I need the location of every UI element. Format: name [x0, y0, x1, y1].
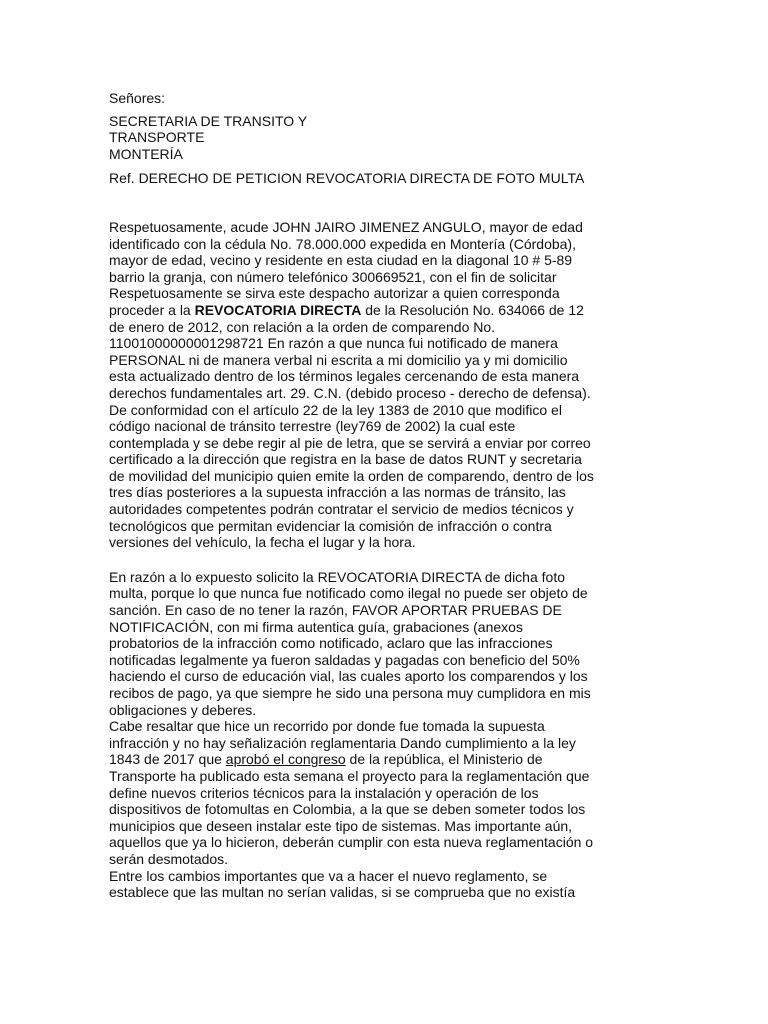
text-line: recibos de pago, ya que siempre he sido una persona muy cumplidora en mis — [109, 685, 591, 701]
text-line: infracción y no hay señalización reglamentaria Dando cumplimiento a la ley — [109, 734, 576, 751]
text-line: 11001000000001298721 En razón a que nunca fui notificado de manera — [109, 335, 558, 352]
text-line: notificadas legalmente ya fueron saldadas y pagadas con beneficio del 50% — [109, 651, 580, 668]
text-line: de movilidad del municipio quien emite la orden de comparendo, dentro de los — [109, 467, 594, 484]
text-line: Cabe resaltar que hice un recorrido por donde fue tomada la supuesta — [109, 718, 545, 735]
text-line: NOTIFICACIÓN, con mi firma autentica guía, grabaciones (anexos — [109, 618, 523, 635]
text-line: mayor de edad, vecino y residente en esta ciudad en la diagonal 10 # 5-89 — [109, 252, 573, 269]
text-line: código nacional de tránsito terrestre (ley769 de 2002) la cual este — [109, 418, 516, 435]
text-line: certificado a la dirección que registra en la base de datos RUNT y secretaria — [109, 451, 582, 468]
text-line — [109, 302, 648, 319]
paragraph-petition — [109, 219, 648, 551]
text-line: PERSONAL ni de manera verbal ni escrita a mi domicilio ya y mi domicilio — [109, 351, 568, 368]
text-line: De conformidad con el artículo 22 de la ley 1383 de 2010 que modifico el — [109, 401, 562, 418]
text-line: En razón a lo expuesto solicito la REVOCATORIA DIRECTA de dicha foto — [109, 568, 565, 585]
text-line: barrio la granja, con número telefónico 300669521, con el fin de solicitar — [109, 268, 557, 285]
text-line: identificado con la cédula No. 78.000.000 expedida en Montería (Córdoba), — [109, 235, 576, 252]
text-segment: de la república, el Ministerio de — [345, 751, 543, 768]
text-line: multa, porque lo que nunca fue notificado como ilegal no puede ser objeto de — [109, 585, 588, 602]
text-line: Entre los cambios importantes que va a hacer el nuevo reglamento, se — [109, 867, 548, 884]
paragraph-request — [109, 569, 648, 718]
text-line: derechos fundamentales art. 29. C.N. (debido proceso - derecho de defensa). — [109, 384, 591, 401]
text-line: tecnológicos que permitan evidenciar la comisión de infracción o contra — [109, 517, 552, 534]
text-line: aquellos que ya lo hicieron, deberán cumplir con esta nueva reglamentación o — [109, 834, 594, 851]
paragraph-regulation — [109, 868, 648, 901]
text-line: municipios que deseen instalar este tipo de sistemas. Mas importante aún, — [109, 817, 573, 834]
text-segment: proceder a la — [109, 301, 195, 318]
text-line: probatorios de la infracción como notificado, aclaro que las infracciones — [109, 635, 553, 652]
text-line: tres días posteriores a la supuesta infracción a las normas de tránsito, las — [109, 484, 566, 501]
text-line: serán desmotados. — [109, 850, 229, 867]
text-segment: 1843 de 2017 que — [109, 751, 226, 768]
salutation: Señores: — [109, 90, 166, 106]
text-line: contemplada y se debe regir al pie de letra, que se servirá a enviar por correo — [109, 434, 591, 451]
text-line: de enero de 2012, con relación a la orden de comparendo No. — [109, 318, 496, 335]
text-line — [109, 751, 648, 768]
congress-link[interactable]: aprobó el congreso — [225, 751, 346, 768]
text-line: Respetuosamente, acude JOHN JAIRO JIMENEZ ANGULO, mayor de edad — [109, 218, 583, 235]
text-line: obligaciones y deberes. — [109, 701, 257, 718]
paragraph-signage — [109, 718, 648, 867]
text-line: define nuevos criterios técnicos para la instalación y operación de los — [109, 784, 539, 801]
addressee-block — [109, 113, 648, 163]
text-segment: de la Resolución No. 634066 de 12 — [361, 301, 584, 318]
text-line: Respetuosamente se sirva este despacho autorizar a quien corresponda — [109, 285, 560, 302]
text-line: establece que las multan no serían validas, si se comprueba que no existía — [109, 884, 576, 901]
text-line: versiones del vehículo, la fecha el lugar y la hora. — [109, 534, 416, 551]
text-line: esta actualizado dentro de los términos legales cercenando de esta manera — [109, 368, 580, 385]
reference-line: Ref. DERECHO DE PETICION REVOCATORIA DIRECTA DE FOTO MULTA — [109, 170, 585, 187]
text-line: haciendo el curso de educación vial, las cuales aporto los comparendos y los — [109, 668, 588, 685]
bold-term: REVOCATORIA DIRECTA — [194, 301, 362, 318]
text-line: Transporte ha publicado esta semana el proyecto para la reglamentación que — [109, 767, 590, 784]
text-line: autoridades competentes podrán contratar el servicio de medios técnicos y — [109, 501, 574, 518]
text-line: sanción. En caso de no tener la razón, FAVOR APORTAR PRUEBAS DE — [109, 602, 562, 619]
addressee-line: MONTERÍA — [109, 145, 183, 162]
addressee-line: SECRETARIA DE TRANSITO Y — [109, 112, 308, 129]
addressee-line: TRANSPORTE — [109, 129, 205, 146]
text-line: dispositivos de fotomultas en Colombia, a la que se deben someter todos los — [109, 801, 586, 818]
